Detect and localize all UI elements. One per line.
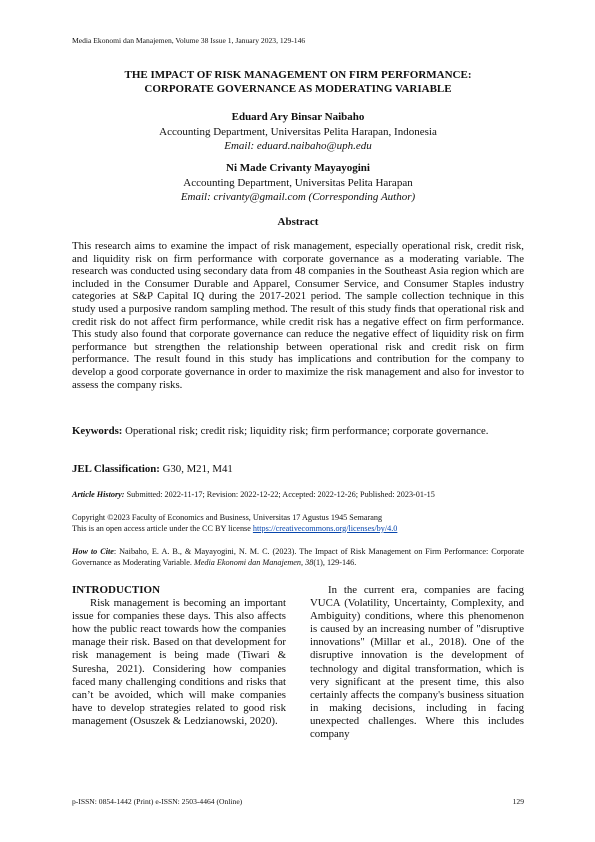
article-history [72, 489, 524, 500]
abstract-body: This research aims to examine the impact of risk management, especially operational risk, credit risk, and liquidity risk on firm performance with corporate governance as a moderating variable. The research was conducted using secondary data from 48 companies in the Southeast Asia region which are included in the Consumer Durable and Apparel, Consumer Service, and Consumer Staples industry categories at S&P Capital IQ during the 2017-2021 period. The sample collection technique in this study used a purposive random sampling method. The result of this study finds that operational risk and credit risk do not affect firm performance, while credit risk has a negative effect on firm performance. This study also found that corporate governance can reduce the negative effect of liquidity risk on firm performance but strengthen the relationship between operational risk and credit risk on firm performance. The result found in this study has implications and contribution for the company to develop a good corporate governance in order to maximize the risk management and also for investor to assess the company risks. [72, 240, 524, 391]
abstract-heading: Abstract [277, 216, 319, 228]
footer-issn: p-ISSN: 0854-1442 (Print) e-ISSN: 2503-4464 (Online) [72, 797, 243, 806]
author-block-1 [72, 110, 524, 154]
author-email: Email: eduard.naibaho@uph.edu [224, 140, 372, 152]
left-column [72, 584, 286, 728]
paper-title [72, 68, 524, 96]
keywords [72, 425, 524, 438]
title-line-1: THE IMPACT OF RISK MANAGEMENT ON FIRM PERFORMANCE: [124, 69, 472, 81]
jel-text: G30, M21, M41 [162, 463, 233, 475]
history-label: Article History: [72, 490, 125, 499]
keywords-label: Keywords: [72, 425, 123, 437]
jel-label: JEL Classification: [72, 463, 160, 475]
cite-text: : Naibaho, E. A. B., & Mayayogini, N. M. C. (2023). The Impact of Risk Management on Firm Performance: Corporate Governance as Moderating Variable. [72, 547, 524, 567]
intro-paragraph-left: Risk management is becoming an important issue for companies these days. This also affects how the public react towards how the companies manage their risk. Based on that development for risk management is being made (Tiwari & Suresha, 2021). Considering how companies faced many challenging conditions and risks that can’t be avoided, which will make companies have to develop strategies related to good risk management (Osuszek & Ledzianowski, 2020). [72, 597, 286, 727]
page-number: 129 [512, 797, 524, 806]
right-column [310, 584, 524, 741]
keywords-text: Operational risk; credit risk; liquidity risk; firm performance; corporate governance. [125, 425, 489, 437]
jel-classification [72, 463, 524, 476]
license-text: This is an open access article under the CC BY license [72, 523, 251, 533]
title-line-2: CORPORATE GOVERNANCE AS MODERATING VARIABLE [144, 83, 452, 95]
history-text: Submitted: 2022-11-17; Revision: 2022-12-22; Accepted: 2022-12-26; Published: 2023-01-15 [126, 490, 435, 499]
running-header: Media Ekonomi dan Manajemen, Volume 38 Issue 1, January 2023, 129-146 [72, 36, 306, 45]
cite-journal: Media Ekonomi dan Manajemen, 38 [193, 557, 314, 567]
author-name: Eduard Ary Binsar Naibaho [231, 111, 365, 123]
author-email: Email: crivanty@gmail.com (Corresponding Author) [180, 191, 416, 203]
author-name: Ni Made Crivanty Mayayogini [226, 162, 370, 174]
license-line [72, 524, 524, 535]
cite-label: How to Cite [72, 547, 114, 556]
introduction-heading: INTRODUCTION [72, 584, 161, 596]
cite-issue: (1), 129-146. [313, 557, 357, 567]
how-to-cite [72, 547, 524, 569]
author-block-2 [72, 161, 524, 205]
intro-paragraph-right: In the current era, companies are facing VUCA (Volatility, Uncertainty, Complexity, and Ambiguity) conditions, where this phenomenon is caused by an increasing number of "disruptive innovations" (Millar et al., 2018). One of the disruptive innovation is the development of technology and digital transformation, which is very significant at the present time, this also certainly affects the company's business situation in making decisions, including in facing unexpected challenges. Where this includes company [310, 584, 524, 741]
author-affiliation: Accounting Department, Universitas Pelita Harapan, Indonesia [159, 125, 437, 138]
author-affiliation: Accounting Department, Universitas Pelita Harapan [183, 176, 413, 189]
license-link[interactable]: https://creativecommons.org/licenses/by/4.0 [252, 523, 398, 533]
copyright-line: Copyright ©2023 Faculty of Economics and Business, Universitas 17 Agustus 1945 Semarang [72, 513, 383, 522]
copyright-block [72, 513, 524, 534]
